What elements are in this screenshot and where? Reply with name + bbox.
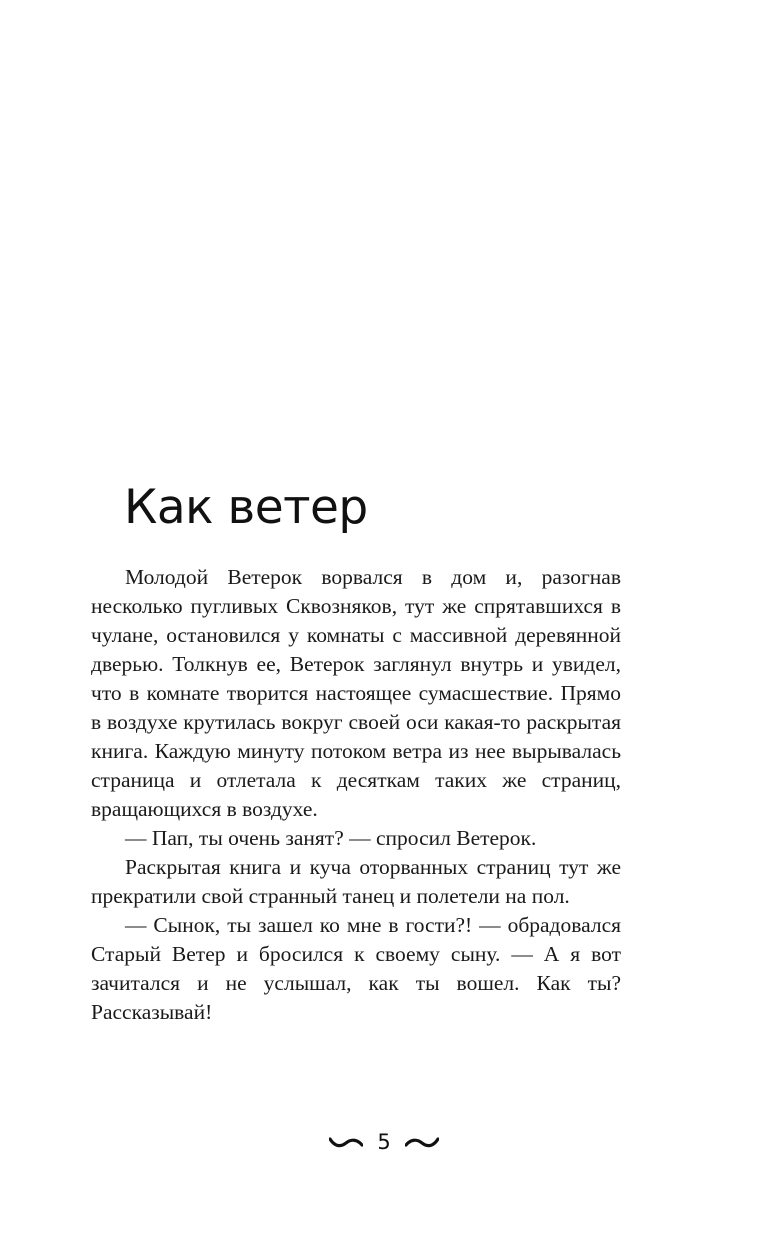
tilde-swash-right-icon	[405, 1135, 439, 1149]
page-number: 5	[377, 1130, 391, 1154]
paragraph-3: Раскрытая книга и куча оторванных страниц тут же прекратили свой странный танец и полетели на пол.	[91, 855, 621, 908]
page-folio	[0, 1124, 768, 1160]
chapter-body	[91, 563, 621, 1027]
paragraph-4: — Сынок, ты зашел ко мне в гости?! — обрадовался Старый Ветер и бросился к своему сыну. — А я вот зачитался и не услышал, как ты вошел. Как ты? Рассказывай!	[91, 913, 621, 1024]
tilde-swash-left-icon	[329, 1135, 363, 1149]
chapter-title: Как ветер	[124, 480, 368, 535]
paragraph-2: — Пап, ты очень занят? — спросил Ветерок.	[125, 826, 537, 850]
paragraph-1: Молодой Ветерок ворвался в дом и, разогнав несколько пугливых Сквозняков, тут же спрятавшихся в чулане, остановился у комнаты с массивной деревянной дверью. Толкнув ее, Ветерок заглянул внутрь и увидел, что в комнате творится настоящее сумасшествие. Прямо в воздухе крутилась вокруг своей оси какая-то раскрытая книга. Каждую минуту потоком ветра из нее вырывалась страница и отлетала к десяткам таких же страниц, вращающихся в воздухе.	[91, 565, 621, 821]
